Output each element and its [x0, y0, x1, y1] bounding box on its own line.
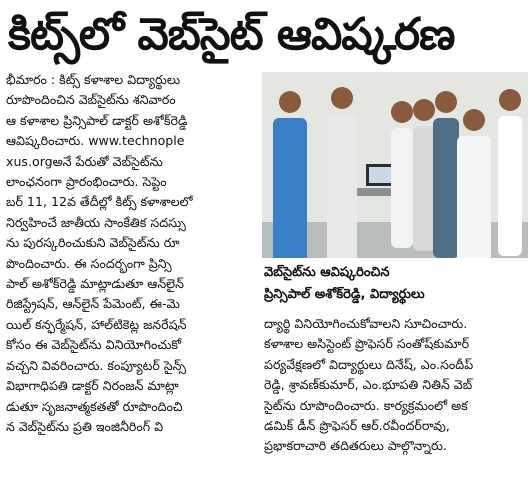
- text-line: న వెబ్‌సైట్‌ను ప్రతి ఇంజినీరింగ్‌ వి: [6, 418, 164, 434]
- text-line: వచ్చని వివరించారు. కంప్యూటర్‌ సైన్స్‌: [6, 357, 186, 373]
- text-line: యిల్‌ కన్ఫర్మేషన్‌, హాల్‌టికెట్ల జనరేషన్‌: [6, 316, 187, 332]
- text-line: రెడ్డి, శ్రావణ్‌కుమార్‌, ఎం.భూపతి నితిన్‌ వెబ్‌: [264, 377, 473, 393]
- text-line: రూపొందించిన వెబ్‌సైట్‌ను శనివారం: [6, 92, 176, 108]
- computer-monitor-screen: [369, 167, 393, 183]
- text-line: సైట్‌ను రూపొందించారు. కార్యక్రమంలో అక: [264, 397, 468, 413]
- text-line: రిజిస్ట్రేషన్‌, ఆన్‌లైన్‌ పేమెంట్‌, ఈ-మె: [6, 296, 180, 312]
- person-body: [391, 128, 413, 248]
- group-photo-illustration: [262, 72, 528, 258]
- text-line: నిర్వహించే జాతీయ సాంకేతిక సదస్సు: [6, 214, 186, 230]
- text-line: ను పురస్కరించుకుని వెబ్‌సైట్‌ను రూ: [6, 235, 180, 251]
- text-line: పొందించారు. ఈ సందర్భంగా ప్రిన్సి: [6, 255, 172, 271]
- photo-caption: [264, 262, 526, 306]
- person-head: [279, 91, 301, 113]
- person-body: [413, 126, 435, 251]
- person-head: [435, 91, 457, 113]
- person-body: [433, 118, 459, 258]
- text-line: పాల్‌ అశోక్‌రెడ్డి మాట్లాడుతూ ఆన్‌లైన్‌: [6, 276, 184, 292]
- text-line: కళాశాల అసిస్టెంట్‌ ప్రొఫెసర్‌ సంతోష్‌కుమార్‌: [264, 336, 470, 352]
- text-line: డుతూ సృజనాత్మకతతో రూపొందించి: [6, 398, 183, 414]
- person-body: [498, 116, 522, 256]
- person-body: [327, 114, 357, 258]
- person-head: [463, 109, 485, 131]
- news-photo: [262, 72, 528, 258]
- text-line: కోసం ఈ వెబ్‌సైట్‌ను వినియోగించుకో: [6, 337, 182, 353]
- article-body-left: [6, 70, 258, 486]
- text-line: ఆవిష్కరించారు. www.technople: [6, 133, 185, 149]
- caption-line: వెబ్‌సైట్‌ను ఆవిష్కరించిన: [264, 265, 390, 280]
- text-line: ద్యార్థి వినియోగించుకోవాలని సూచించారు.: [264, 316, 468, 331]
- text-line: ప్రభాకరాచారి తదితరులు పాల్గొన్నారు.: [264, 438, 447, 454]
- text-line: బర్‌ 11, 12వ తేదీల్లో కిట్స్‌ కళాశాలలో: [6, 194, 193, 210]
- person-head: [391, 101, 413, 123]
- person-body: [457, 136, 491, 258]
- person-head: [413, 99, 435, 121]
- text-line: విభాగాధిపతి డాక్టర్‌ నిరంజన్‌ మాట్లా: [6, 378, 179, 394]
- text-line: భీమారం : కిట్స్‌ కళాశాల విద్యార్థులు: [6, 72, 181, 87]
- text-line: డమిక్‌ డీన్‌ ప్రొఫెసర్‌ ఆర్‌.రవీందర్‌రావు,: [264, 418, 450, 434]
- text-line: ఆ కళాశాల ప్రిన్సిపాల్‌ డాక్టర్‌ అశోక్‌రెడ్డి: [6, 112, 188, 128]
- text-line: పర్యవేక్షణలో విద్యార్థులు దినేష్‌, ఎం.సందీప్‌: [264, 356, 474, 372]
- headline: కిట్స్‌లో వెబ్‌సైట్‌ ఆవిష్కరణ: [8, 9, 455, 60]
- person-head: [331, 87, 353, 109]
- person-head: [499, 89, 521, 111]
- person-body: [273, 118, 307, 258]
- text-line: xus.orgఅనే పేరుతో వెబ్‌సైట్‌ను: [6, 153, 163, 169]
- caption-line: ప్రిన్సిపాల్‌ అశోక్‌రెడ్డి, విద్యార్థులు: [264, 287, 425, 302]
- article-body-right: [264, 314, 528, 486]
- text-line: లాంఛనంగా ప్రారంభించారు. సెప్టెం: [6, 174, 167, 190]
